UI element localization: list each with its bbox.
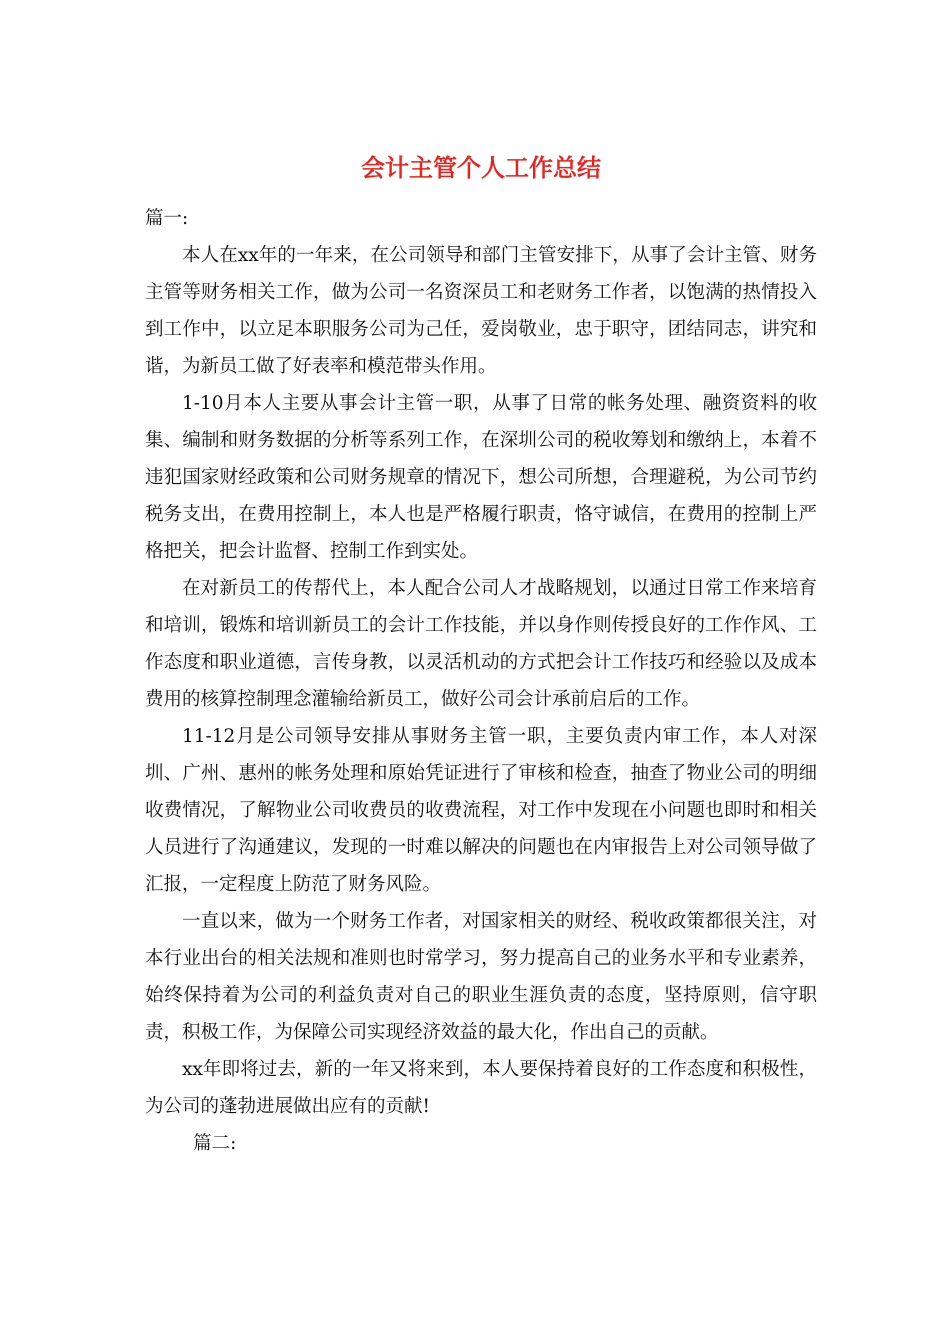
paragraph-5: 一直以来，做为一个财务工作者，对国家相关的财经、税收政策都很关注，对本行业出台的相关法规和准则也时常学习，努力提高自己的业务水平和专业素养，始终保持着为公司的利益负责对自己的职业生涯负责的态度，坚持原则，信守职责，积极工作，为保障公司实现经济效益的最大化，作出自己的贡献。	[145, 911, 817, 1043]
section-label-2: 篇二:	[193, 1133, 237, 1154]
paragraph-3: 在对新员工的传帮代上，本人配合公司人才战略规划，以通过日常工作来培育和培训，锻炼和培训新员工的会计工作技能，并以身作则传授良好的工作作风、工作态度和职业道德，言传身教，以灵活机动的方式把会计工作技巧和经验以及成本费用的核算控制理念灌输给新员工，做好公司会计承前启后的工作。	[145, 578, 817, 710]
document-body	[145, 150, 817, 1162]
paragraph-2: 1-10月本人主要从事会计主管一职，从事了日常的帐务处理、融资资料的收集、编制和财务数据的分析等系列工作，在深圳公司的税收筹划和缴纳上，本着不违犯国家财经政策和公司财务规章的情况下，想公司所想，合理避税，为公司节约税务支出，在费用控制上，本人也是严格履行职责，恪守诚信，在费用的控制上严格把关，把会计监督、控制工作到实处。	[145, 393, 817, 562]
document-title: 会计主管个人工作总结	[361, 153, 601, 182]
paragraph-1: 本人在xx年的一年来，在公司领导和部门主管安排下，从事了会计主管、财务主管等财务相关工作，做为公司一名资深员工和老财务工作者，以饱满的热情投入到工作中，以立足本职服务公司为己任，爱岗敬业，忠于职守，团结同志，讲究和谐，为新员工做了好表率和模范带头作用。	[145, 245, 817, 377]
paragraph-6: xx年即将过去，新的一年又将来到，本人要保持着良好的工作态度和积极性，为公司的蓬勃进展做出应有的贡献!	[145, 1059, 817, 1117]
section-label-1: 篇一:	[145, 208, 189, 229]
paragraph-4: 11-12月是公司领导安排从事财务主管一职，主要负责内审工作，本人对深圳、广州、惠州的帐务处理和原始凭证进行了审核和检查，抽查了物业公司的明细收费情况，了解物业公司收费员的收费流程，对工作中发现在小问题也即时和相关人员进行了沟通建议，发现的一时难以解决的问题也在内审报告上对公司领导做了汇报，一定程度上防范了财务风险。	[145, 726, 817, 895]
